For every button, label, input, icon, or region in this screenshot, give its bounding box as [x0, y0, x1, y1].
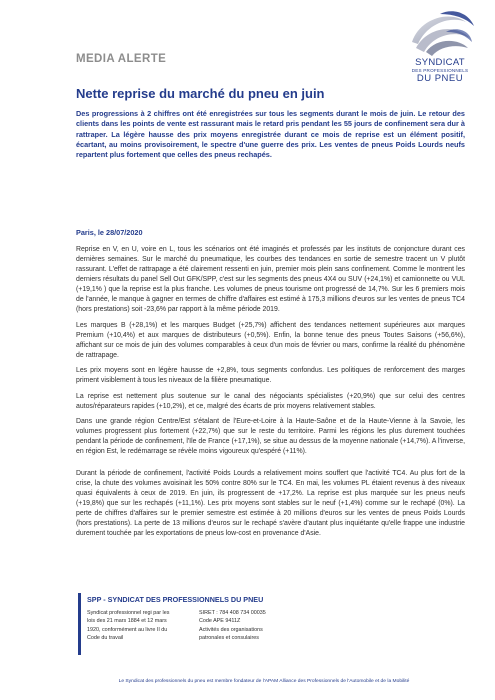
- footer-block: [78, 593, 468, 661]
- footer-registration-info: [199, 609, 319, 642]
- logo-wordmark: [392, 58, 488, 84]
- footer-line: Code APE 9411Z: [199, 618, 241, 625]
- logo-line-syndicat: SYNDICAT: [415, 57, 465, 68]
- body-paragraph: La reprise est nettement plus soutenue sur le canal des négociants spécialistes (+20,9%) que sur celui des centres autos/réparateurs rapides (+10,2%), et ce, malgré des écarts de prix moyens relativement stables.: [76, 392, 465, 410]
- footer-title: SPP - SYNDICAT DES PROFESSIONNELS DU PNEU: [87, 595, 264, 604]
- article-body: [76, 245, 465, 544]
- logo-line-pneu: DU PNEU: [416, 73, 464, 84]
- footer-line: Syndicat professionnel regi par les: [87, 610, 170, 616]
- footer-line: Activités des organisations: [199, 626, 263, 633]
- body-paragraph: Durant la période de confinement, l'activité Poids Lourds a relativement moins souffert que l'activité TC4. Au plus fort de la crise, la chute des volumes avoisinait les 50% contre 80% sur le TC4. En mai, les volumes PL étaient revenus à des niveaux quasi équivalents à ceux de 2019. En juin, ils progressent de +17,2%. La reprise est plus marquée sur les pneus neufs (+19,8%) que sur les rechapés (+11,1%). Les prix moyens sont stables sur le neuf (+1,4%) comme sur le rechapé (0%). La perte de chiffres d'affaires sur le premier semestre est estimée à 20 millions d'euros sur les ventes de pneus Poids Lourds (hors prestations). La perte de 13 millions d'euros sur le rechapé s'avère d'autant plus inquiétante qu'elle frappe une industrie durement touchée par les exportations de pneus low-cost en provenance d'Asie.: [76, 469, 465, 537]
- body-paragraph: Les prix moyens sont en légère hausse de +2,8%, tous segments confondus. Les politiques de renforcement des marges priment visiblement à tous les niveaux de la filière pneumatique.: [76, 367, 465, 385]
- footer-accent-bar: [78, 593, 81, 655]
- dateline: Paris, le 28/07/2020: [76, 228, 143, 237]
- membership-note: Le Syndicat des professionnels du pneu est membre fondateur de l'APAM Alliance des Professionnels de l'Automobile et de la Mobilité: [118, 679, 410, 684]
- body-paragraph: Reprise en V, en U, voire en L, tous les scénarios ont été imaginés et professés par les instituts de conjoncture durant ces dernières semaines. Sur le marché du pneumatique, les courbes des tendances en sortie de semestre tracent un V plutôt rassurant. L'effet de rattrapage a été clairement ressenti en juin, premier mois plein sans confinement. Comme le montrent les derniers résultats du panel Sell Out GFK/SPP, c'est sur les segments des pneus 4X4 ou SUV (+24,1%) et camionnette ou VUL (+19,1% ) que la reprise est la plus franche. Les volumes de pneus tourisme ont progressé de 14,7%. Sur les 6 premiers mois de l'année, le manque à gagner en termes de chiffre d'affaires est estimé à 175,3 millions d'euros sur les ventes de pneus TC4 (hors prestations) soit -23,6% par rapport à la même période 2019.: [76, 246, 465, 313]
- page-title: Nette reprise du marché du pneu en juin: [76, 86, 325, 101]
- media-alert-label: MEDIA ALERTE: [76, 53, 167, 65]
- footer-line: SIRET : 784 408 734 00035: [199, 610, 266, 616]
- tire-swirl-icon: [406, 8, 476, 58]
- footer-line: Code du travail: [87, 634, 124, 641]
- footer-legal-info: [87, 609, 187, 642]
- body-paragraph: Dans une grande région Centre/Est s'étalant de l'Eure-et-Loire à la Haute-Saône et de la Haute-Vienne à la Savoie, les volumes progressent plus fortement (+22,7%) que sur le reste du territoire. Parmi les régions les plus durement touchées pendant la période de confinement, l'Ile de France (+17,1%), se situe au dessus de la moyenne nationale (+14,7%). A l'inverse, en région Est, le redémarrage se révèle moins vigoureux qu'espéré (+11%).: [76, 418, 465, 456]
- logo-line-professionnels: DES PROFESSIONNELS: [411, 68, 469, 73]
- footer-line: lois des 21 mars 1884 et 12 mars: [87, 618, 167, 625]
- footer-line: patronales et consulaires: [199, 634, 259, 641]
- lead-paragraph: Des progressions à 2 chiffres ont été enregistrées sur tous les segments durant le mois de juin. Le retour des clients dans les points de vente est rassurant mais le retard pris pendant les 55 jours de confinement sera dur à rattraper. La légère hausse des prix moyens enregistrée durant ce mois de reprise est un élément positif, écartant, au moins provisoirement, le spectre d'une guerre des prix. Les ventes de pneus Poids Lourds neufs repartent plus fortement que celles des pneus rechapés.: [76, 109, 465, 160]
- footer-line: 1920, conformément au livre II du: [87, 626, 168, 633]
- spp-logo: [392, 8, 488, 90]
- body-paragraph: Les marques B (+28,1%) et les marques Budget (+25,7%) affichent des tendances nettement supérieures aux marques Premium (+10,4%) et aux marques de distributeurs (+0,5%). Enfin, la bonne tenue des pneus Toutes Saisons (+56,6%), affichant sur ce mois de juin des volumes comparables à ceux d'un mois de février ou mars, confirme la réalité du phénomène de rattrapage.: [76, 321, 465, 359]
